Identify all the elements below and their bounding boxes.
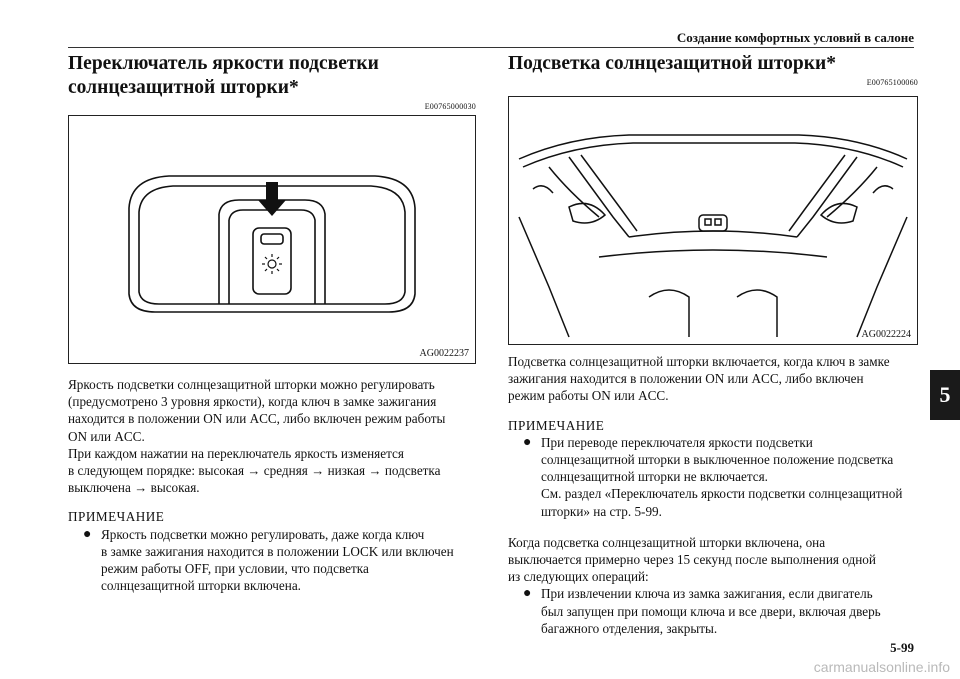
left-para-line: выключена → высокая. — [68, 480, 200, 496]
header-rule — [68, 47, 914, 48]
section-tab: 5 — [930, 370, 960, 420]
left-figure-label: AG0022237 — [419, 348, 469, 359]
right-note-line: солнцезащитной шторки в выключенное положение подсветка — [541, 452, 894, 468]
left-para-line: При каждом нажатии на переключатель яркость изменяется — [68, 445, 404, 461]
left-para-line: (предусмотрено 3 уровня яркости), когда ключ в замке зажигания — [68, 394, 437, 410]
brightness-switch-figure — [68, 115, 476, 364]
watermark: carmanualsonline.info — [813, 659, 950, 675]
left-note-line: в замке зажигания находится в положении LOCK или включен — [101, 543, 454, 559]
bullet-icon: ● — [523, 586, 532, 602]
right-note-title: ПРИМЕЧАНИЕ — [508, 417, 605, 433]
bullet-icon: ● — [83, 526, 92, 542]
left-note-title: ПРИМЕЧАНИЕ — [68, 509, 165, 525]
left-para-line: находится в положении ON или ACC, либо включен режим работы — [68, 411, 446, 427]
right-paragraph-2 — [508, 534, 918, 586]
right-note-bullet — [523, 434, 918, 520]
car-interior-illustration — [509, 97, 917, 344]
right-section-code: E00765100060 — [866, 78, 918, 87]
left-note-line: Яркость подсветки можно регулировать, даже когда ключ — [101, 526, 425, 542]
bullet-icon: ● — [523, 434, 532, 450]
right-heading: Подсветка солнцезащитной шторки* — [508, 53, 836, 74]
left-para-line: в следующем порядке: высокая → средняя → низкая → подсветка — [68, 463, 441, 479]
brightness-switch-illustration — [69, 116, 475, 363]
sunshade-light-figure — [508, 96, 918, 345]
right-para-line: Подсветка солнцезащитной шторки включается, когда ключ в замке — [508, 354, 890, 369]
left-para-line: Яркость подсветки солнцезащитной шторки можно регулировать — [68, 377, 435, 392]
left-section-code: E00765000030 — [424, 102, 476, 111]
left-paragraph — [68, 376, 476, 496]
right-note-line: солнцезащитной шторки не включается. — [541, 469, 768, 485]
right-bullet-2 — [523, 585, 918, 637]
left-note-bullet — [83, 526, 476, 595]
right-note-line: шторки» на стр. 5-99. — [541, 503, 662, 519]
left-note-line: режим работы OFF, при условии, что подсветка — [101, 561, 369, 577]
right-para-line: режим работы ON или ACC. — [508, 388, 669, 404]
right-para-line: зажигания находится в положении ON или ACC, либо включен — [508, 371, 864, 387]
left-heading-line2: солнцезащитной шторки* — [68, 77, 299, 98]
running-header: Создание комфортных условий в салоне — [676, 30, 914, 45]
right-bullet2-line: был запущен при помощи ключа и все двери, включая дверь — [541, 603, 881, 619]
left-heading-line1: Переключатель яркости подсветки — [68, 53, 379, 74]
right-para2-line: выключается примерно через 15 секунд после выполнения одной — [508, 552, 876, 568]
right-note-line: При переводе переключателя яркости подсветки — [541, 434, 813, 450]
right-column — [508, 52, 918, 637]
right-para2-line: из следующих операций: — [508, 569, 649, 585]
page-number: 5-99 — [890, 640, 914, 655]
left-heading — [68, 52, 476, 100]
right-figure-label: AG0022224 — [861, 329, 911, 340]
left-para-line: ON или ACC. — [68, 428, 145, 444]
left-note-line: солнцезащитной шторки включена. — [101, 578, 301, 594]
right-bullet2-line: багажного отделения, закрыты. — [541, 620, 718, 636]
right-paragraph — [508, 353, 918, 405]
left-column — [68, 52, 476, 594]
right-bullet2-line: При извлечении ключа из замка зажигания, если двигатель — [541, 586, 873, 602]
right-para2-line: Когда подсветка солнцезащитной шторки включена, она — [508, 534, 826, 550]
right-note-line: См. раздел «Переключатель яркости подсветки солнцезащитной — [541, 486, 903, 502]
